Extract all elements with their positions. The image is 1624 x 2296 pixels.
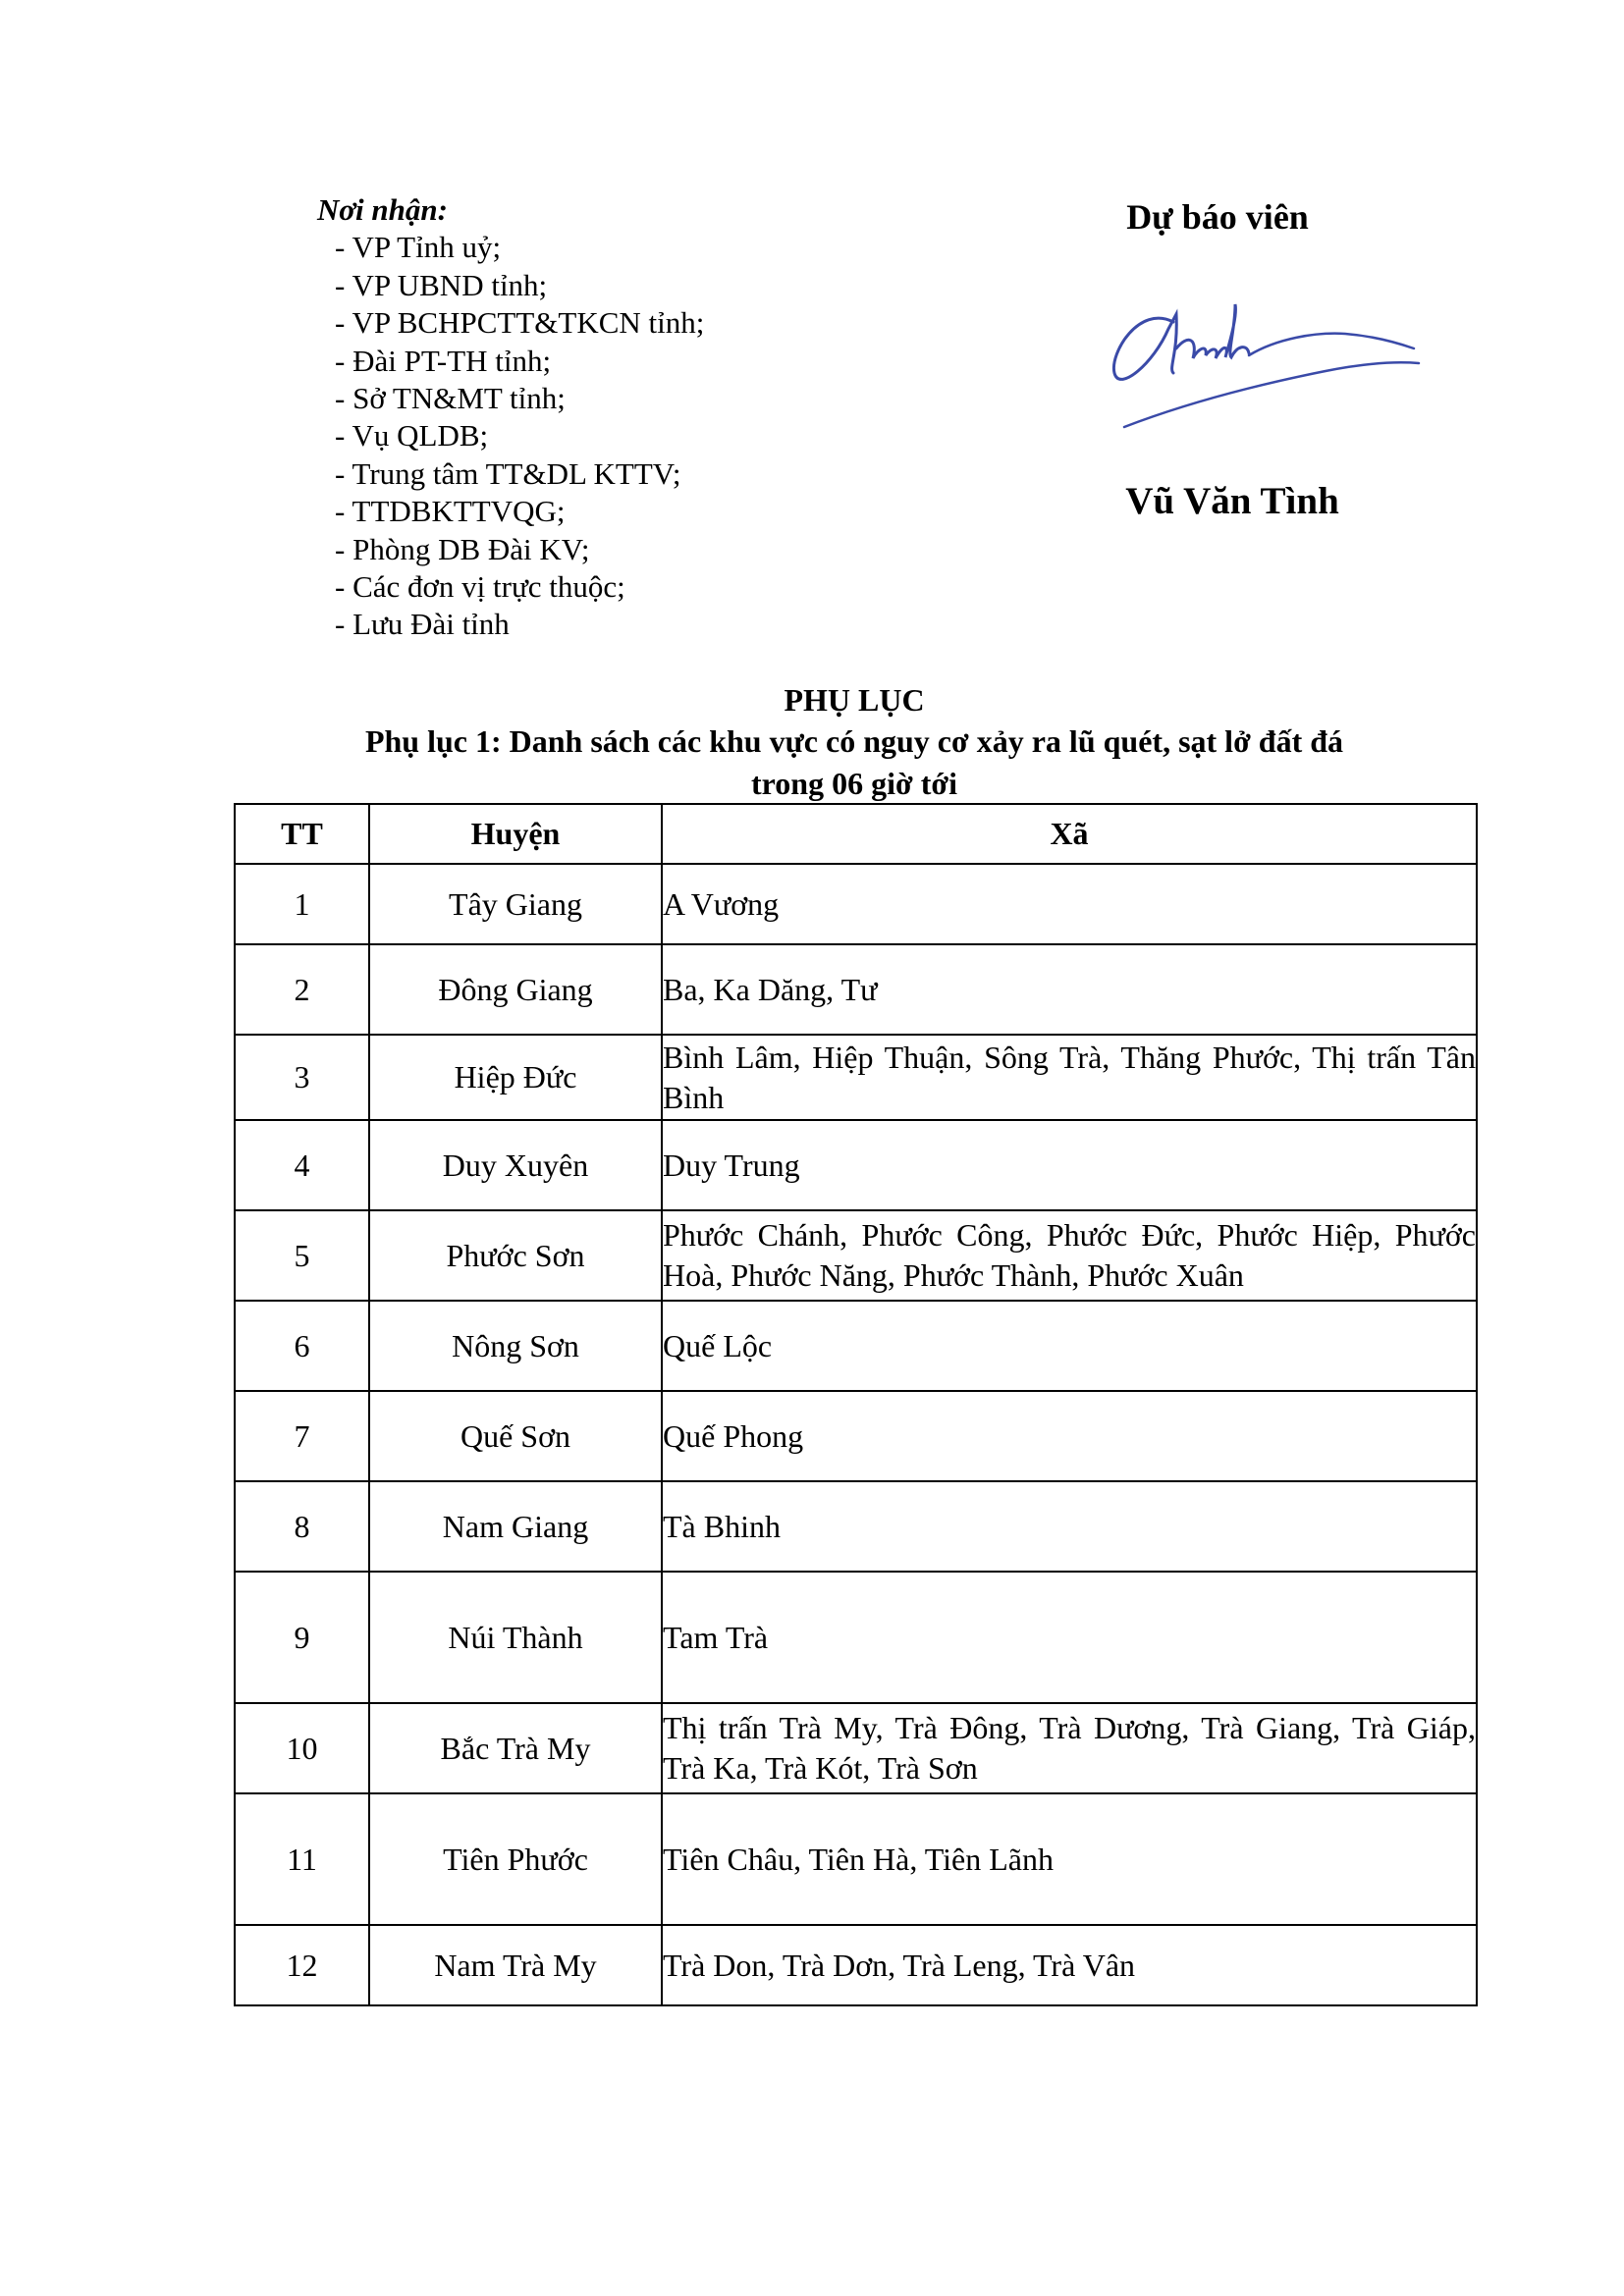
recipient-item: - Các đơn vị trực thuộc;: [335, 569, 625, 605]
recipient-item: - VP Tỉnh uỷ;: [335, 230, 502, 265]
commune-cell: Tà Bhinh: [662, 1481, 1477, 1572]
district-cell: Tiên Phước: [369, 1793, 662, 1925]
signature-image: [1100, 294, 1434, 442]
risk-areas-table: [234, 803, 1478, 2006]
table-row: [235, 1925, 1477, 2005]
table-row: [235, 1035, 1477, 1120]
row-number: 6: [235, 1301, 369, 1391]
appendix-title: PHỤ LỤC: [784, 682, 925, 718]
table-row: [235, 1793, 1477, 1925]
row-number: 5: [235, 1210, 369, 1301]
header-commune: Xã: [662, 804, 1477, 864]
commune-cell: Thị trấn Trà My, Trà Đông, Trà Dương, Trà Giang, Trà Giáp, Trà Ka, Trà Kót, Trà Sơn: [662, 1703, 1477, 1793]
recipient-item: - VP BCHPCTT&TKCN tỉnh;: [335, 305, 705, 341]
appendix-subtitle: Phụ lục 1: Danh sách các khu vực có nguy cơ xảy ra lũ quét, sạt lở đất đá: [364, 723, 1344, 759]
commune-cell: Tiên Châu, Tiên Hà, Tiên Lãnh: [662, 1793, 1477, 1925]
district-cell: Tây Giang: [369, 864, 662, 944]
district-cell: Nông Sơn: [369, 1301, 662, 1391]
district-cell: Phước Sơn: [369, 1210, 662, 1301]
recipient-item: - Đài PT-TH tỉnh;: [335, 343, 552, 378]
row-number: 8: [235, 1481, 369, 1572]
district-cell: Duy Xuyên: [369, 1120, 662, 1210]
row-number: 10: [235, 1703, 369, 1793]
commune-cell: Bình Lâm, Hiệp Thuận, Sông Trà, Thăng Phước, Thị trấn Tân Bình: [662, 1035, 1477, 1120]
district-cell: Nam Trà My: [369, 1925, 662, 2005]
row-number: 11: [235, 1793, 369, 1925]
district-cell: Hiệp Đức: [369, 1035, 662, 1120]
commune-cell: Duy Trung: [662, 1120, 1477, 1210]
signer-role: Dự báo viên: [1126, 197, 1309, 237]
recipients-block: [317, 191, 704, 644]
commune-cell: Trà Don, Trà Dơn, Trà Leng, Trà Vân: [662, 1925, 1477, 2005]
recipient-item: - Phòng DB Đài KV;: [335, 531, 590, 566]
table-row: [235, 1572, 1477, 1703]
commune-cell: Ba, Ka Dăng, Tư: [662, 944, 1477, 1035]
recipient-item: - TTDBKTTVQG;: [335, 494, 566, 529]
row-number: 2: [235, 944, 369, 1035]
table-row: [235, 1120, 1477, 1210]
district-cell: Đông Giang: [369, 944, 662, 1035]
district-cell: Quế Sơn: [369, 1391, 662, 1481]
district-cell: Nam Giang: [369, 1481, 662, 1572]
recipient-item: - Sở TN&MT tỉnh;: [335, 381, 566, 416]
row-number: 4: [235, 1120, 369, 1210]
table-header-row: [235, 804, 1477, 864]
appendix-subtitle-line2: trong 06 giờ tới: [751, 766, 957, 801]
commune-cell: Quế Phong: [662, 1391, 1477, 1481]
table-row: [235, 944, 1477, 1035]
table-row: [235, 1210, 1477, 1301]
recipient-item: - VP UBND tỉnh;: [335, 267, 548, 302]
header-district: Huyện: [369, 804, 662, 864]
recipient-item: - Vụ QLDB;: [335, 418, 489, 454]
commune-cell: Phước Chánh, Phước Công, Phước Đức, Phước Hiệp, Phước Hoà, Phước Năng, Phước Thành, Phước Xuân: [662, 1210, 1477, 1301]
table-row: [235, 1703, 1477, 1793]
district-cell: Núi Thành: [369, 1572, 662, 1703]
recipients-heading: Nơi nhận:: [317, 192, 448, 227]
row-number: 1: [235, 864, 369, 944]
district-cell: Bắc Trà My: [369, 1703, 662, 1793]
table-row: [235, 1391, 1477, 1481]
commune-cell: Quế Lộc: [662, 1301, 1477, 1391]
recipient-item: - Lưu Đài tỉnh: [335, 607, 510, 642]
signer-name: Vũ Văn Tình: [1125, 480, 1339, 522]
commune-cell: Tam Trà: [662, 1572, 1477, 1703]
row-number: 7: [235, 1391, 369, 1481]
recipient-item: - Trung tâm TT&DL KTTV;: [335, 455, 681, 491]
table-row: [235, 1301, 1477, 1391]
row-number: 9: [235, 1572, 369, 1703]
commune-cell: A Vương: [662, 864, 1477, 944]
row-number: 12: [235, 1925, 369, 2005]
table-row: [235, 864, 1477, 944]
table-row: [235, 1481, 1477, 1572]
row-number: 3: [235, 1035, 369, 1120]
header-tt: TT: [235, 804, 369, 864]
